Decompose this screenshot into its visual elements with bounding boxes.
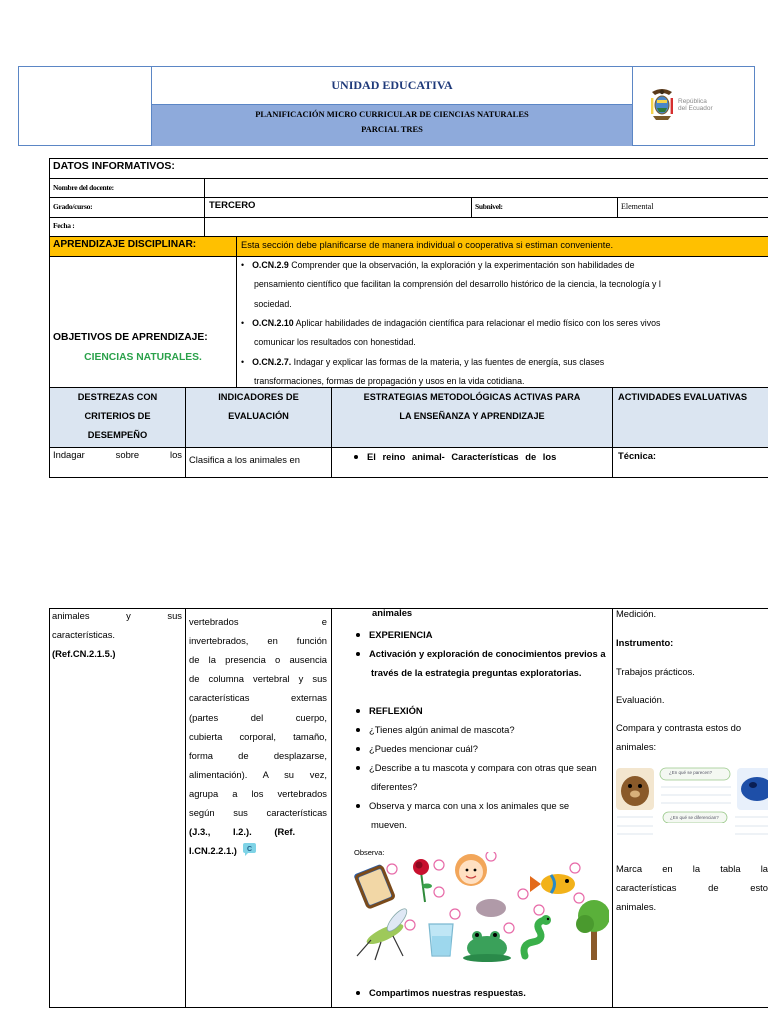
objetivo-text: Comprender que la observación, la exploración y la experimentación son habilidades de	[288, 260, 635, 270]
indicador-ref2-row	[189, 841, 327, 860]
row1-destreza: Indagar sobre los	[53, 449, 182, 460]
logo-line-2: del Ecuador	[678, 105, 713, 112]
col-estrategias-line: LA ENSEÑANZA Y APRENDIZAJE	[399, 411, 545, 421]
objetivo-text: comunicar los resultados con honestidad.	[254, 337, 416, 348]
col-indicadores-text	[186, 388, 331, 426]
col-indicadores-line: EVALUACIÓN	[228, 411, 289, 421]
indicador-ref1: (J.3., I.2.). (Ref.	[189, 826, 296, 837]
compare-lines-art	[615, 824, 768, 844]
subnivel-value: Elemental	[621, 202, 654, 211]
objetivo-text: sociedad.	[254, 298, 292, 309]
col-estrategias-line: ESTRATEGIAS METODOLÓGICAS ACTIVAS PARA	[363, 392, 581, 402]
aprendizaje-note-cell	[236, 236, 768, 257]
objetivo-code: O.CN.2.7.	[252, 356, 292, 367]
row1-estrategia-cell	[331, 447, 613, 478]
bubble-similar: ¿En qué se parecen?	[669, 770, 713, 775]
bullet-dot: •	[241, 260, 245, 270]
objetivo-line	[254, 295, 768, 314]
objetivo-line	[241, 353, 768, 372]
estrategia-item	[356, 625, 606, 644]
destreza-ref: (Ref.CN.2.1.5.)	[52, 648, 116, 659]
objetivos-content-cell	[236, 256, 768, 388]
docente-value-cell[interactable]	[204, 178, 768, 198]
row1-indicador: Clasifica a los animales en	[189, 454, 300, 465]
objetivo-code: O.CN.2.9	[252, 260, 289, 270]
estrategia-item	[356, 796, 606, 834]
bullet-dot	[356, 728, 360, 732]
bullet-dot	[356, 766, 360, 770]
evaluacion-text: Evaluación.	[616, 694, 665, 705]
subnivel-value-cell	[617, 197, 768, 218]
medicion-text: Medición.	[616, 608, 657, 619]
final-item-text: Compartimos nuestras respuestas.	[369, 987, 526, 998]
rose-icon	[413, 859, 432, 902]
indicador-line: cubierta corporal, tamaño,	[189, 730, 327, 742]
col-destrezas-line: DESEMPEÑO	[87, 430, 148, 440]
estrategia-item-text: ¿Puedes mencionar cuál?	[369, 743, 478, 754]
bullet-dot	[356, 709, 360, 713]
header-left-cell	[18, 66, 152, 146]
observa-illustration	[353, 852, 609, 964]
grado-value: TERCERO	[209, 200, 256, 211]
svg-text:C: C	[246, 846, 252, 853]
estrategia-top: animales	[372, 607, 413, 618]
col-destrezas-text	[50, 388, 185, 445]
subnivel-label: Subnivel:	[475, 202, 503, 211]
estrategia-item-text: EXPERIENCIA	[369, 629, 433, 640]
subnivel-label-cell	[471, 197, 618, 218]
estrategia-item	[356, 644, 606, 682]
col-divider	[612, 608, 613, 1008]
datos-title: DATOS INFORMATIVOS:	[53, 160, 175, 172]
objetivo-text: Aplicar habilidades de indagación científica para relacionar el medio físico con los seres vivos	[293, 317, 661, 328]
final-item	[356, 983, 526, 1002]
col-actividades-header	[612, 387, 768, 448]
grado-label: Grado/curso:	[53, 202, 93, 211]
aprendizaje-label: APRENDIZAJE DISCIPLINAR:	[53, 239, 197, 250]
girl-icon	[455, 854, 487, 886]
estrategia-item-text: Observa y marca con una x los animales que se mueven.	[369, 800, 570, 830]
observa-label: Observa:	[354, 848, 385, 857]
plan-title: PLANIFICACIÓN MICRO CURRICULAR DE CIENCIAS NATURALES	[255, 109, 529, 119]
tecnica-label: Técnica:	[618, 450, 657, 461]
objetivos-subject: CIENCIAS NATURALES.	[84, 352, 202, 363]
instrumento-label: Instrumento:	[616, 637, 674, 648]
indicador-line: forma de desplazarse,	[189, 749, 327, 761]
objetivo-line	[241, 256, 768, 275]
trabajos-text: Trabajos prácticos.	[616, 666, 695, 677]
bubble-different: ¿En qué se diferencian?	[670, 815, 719, 820]
indicador-line: según sus características	[189, 807, 327, 818]
col-indicadores-line: INDICADORES DE	[218, 392, 299, 402]
compara-line: animales:	[616, 741, 657, 752]
row1-estrategia	[332, 448, 612, 464]
indicador-line: invertebrados, en función	[189, 635, 327, 647]
objetivo-line	[241, 314, 768, 333]
destreza-line: características.	[52, 629, 116, 640]
bullet-dot	[356, 747, 360, 751]
aprendizaje-note: Esta sección debe planificarse de manera individual o cooperativa si estiman conveniente.	[241, 240, 614, 250]
objetivo-line	[254, 372, 768, 388]
objetivo-line	[254, 333, 768, 352]
row1-actividades-cell	[612, 447, 768, 478]
estrategia-item-text: ¿Describe a tu mascota y compara con otras que sean diferentes?	[369, 762, 597, 792]
fecha-label: Fecha :	[53, 221, 75, 230]
col-estrategias-header	[331, 387, 613, 448]
docente-label: Nombre del docente:	[53, 183, 114, 192]
col-destrezas-header	[49, 387, 186, 448]
bullet-dot	[356, 652, 360, 656]
indicador-line: alimentación). A su vez,	[189, 768, 327, 780]
bullet-dot	[356, 804, 360, 808]
estrategia-item	[356, 720, 606, 739]
bullet-dot	[356, 633, 360, 637]
col-destrezas-line: DESTREZAS CON	[77, 392, 158, 402]
indicador-line: vertebrados e	[189, 616, 327, 627]
row1-estrategia-text: El reino animal- Características de los	[367, 451, 557, 462]
marca-line: características de esto	[616, 882, 768, 893]
indicador-line: (partes del cuerpo,	[189, 711, 327, 723]
col-actividades-text: ACTIVIDADES EVALUATIVAS	[618, 392, 748, 402]
comment-bubble-icon	[242, 843, 257, 856]
grado-value-cell	[204, 197, 472, 218]
marca-line: Marca en la tabla la	[616, 863, 768, 874]
mosquito-icon	[357, 906, 410, 960]
objetivo-line	[254, 275, 768, 294]
school-title: UNIDAD EDUCATIVA	[152, 66, 632, 105]
fecha-label-cell	[49, 217, 205, 237]
fecha-value-cell[interactable]	[204, 217, 768, 237]
objetivos-label: OBJETIVOS DE APRENDIZAJE:	[53, 332, 208, 343]
grado-label-cell	[49, 197, 205, 218]
indicador-line: de la presencia o ausencia	[189, 654, 327, 666]
indicador-line: características externas	[189, 692, 327, 704]
bullet-dot: •	[241, 317, 245, 328]
frog-icon	[463, 931, 511, 962]
republica-logo-text	[678, 98, 713, 112]
col-indicadores-header	[185, 387, 332, 448]
estrategia-item-text: REFLEXIÓN	[369, 705, 423, 716]
col-destrezas-line: CRITERIOS DE	[84, 411, 151, 421]
snake-icon	[524, 915, 551, 956]
objetivos-label-cell	[49, 256, 237, 388]
aprendizaje-label-cell	[49, 236, 237, 257]
bullet-dot	[356, 991, 360, 995]
bullet-dot	[354, 455, 358, 459]
estrategia-item	[356, 739, 606, 758]
col-divider	[185, 608, 186, 1008]
plan-title-band	[152, 105, 632, 146]
indicador-ref2: I.CN.2.2.1.)	[189, 845, 237, 856]
objetivo-text: pensamiento científico que facilitan la comprensión del desarrollo histórico de la ciencia, la tecnología y l	[254, 279, 661, 290]
estrategia-item	[356, 758, 606, 796]
glass-icon	[429, 924, 453, 956]
datos-title-cell	[49, 158, 768, 179]
compara-line: Compara y contrasta estos do	[616, 722, 742, 733]
compare-lines	[615, 824, 768, 844]
col-divider	[331, 608, 332, 1008]
estrategia-item-text: Activación y exploración de conocimientos previos a través de la estrategia preguntas exploratorias.	[369, 648, 606, 678]
bullet-dot: •	[241, 356, 245, 367]
estrategia-item-text: ¿Tienes algún animal de mascota?	[369, 724, 515, 735]
estrategia-item	[356, 701, 606, 720]
fish-icon	[530, 874, 575, 894]
logo-line-1: República	[678, 98, 707, 105]
docente-label-cell	[49, 178, 205, 198]
col-estrategias-text	[332, 388, 612, 426]
marca-line: animales.	[616, 901, 657, 912]
indicador-line: agrupa a los vertebrados	[189, 787, 327, 799]
ecuador-seal-icon	[648, 86, 676, 122]
partial-label: PARCIAL TRES	[361, 124, 423, 134]
row1-indicador-cell	[185, 447, 332, 478]
objetivo-code: O.CN.2.10	[252, 317, 294, 328]
destreza-line: animales y sus	[52, 610, 182, 621]
indicador-line: de columna vertebral y sus	[189, 673, 327, 685]
objetivo-text: transformaciones, formas de propagación y usos en la vida cotidiana.	[254, 375, 525, 386]
compare-worksheet	[615, 765, 768, 823]
tree-icon	[576, 900, 609, 960]
row1-destreza-cell	[49, 447, 186, 478]
objetivo-text: Indagar y explicar las formas de la materia, y las fuentes de energía, sus clases	[291, 356, 605, 367]
